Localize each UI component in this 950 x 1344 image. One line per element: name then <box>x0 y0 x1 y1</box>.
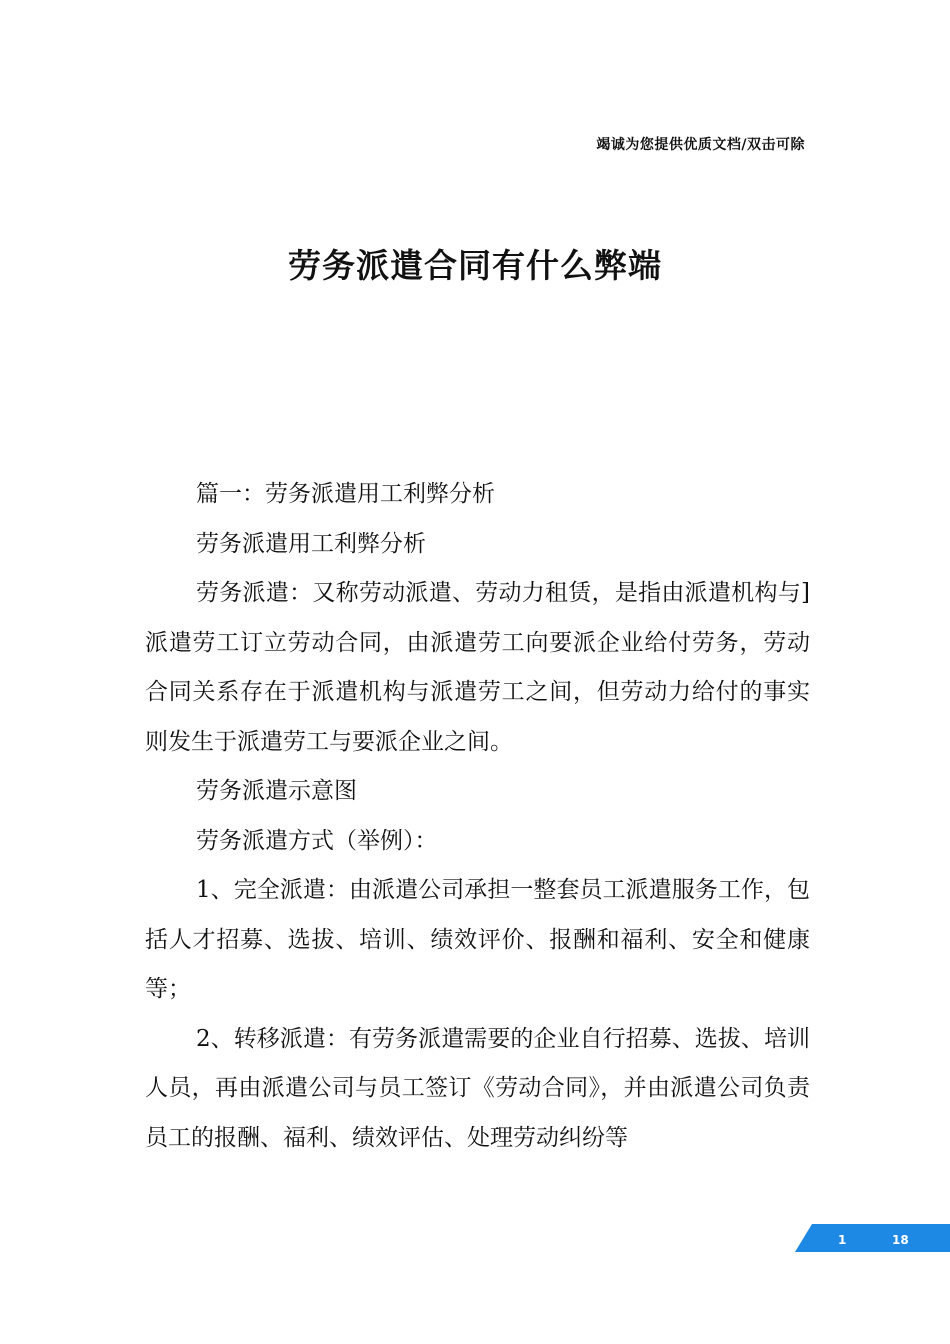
paragraph-transfer-dispatch: 2、转移派遣：有劳务派遣需要的企业自行招募、选拔、培训人员，再由派遣公司与员工签订《劳动合同》，并由派遣公司负责员工的报酬、福利、绩效评估、处理劳动纠纷等 <box>145 1025 810 1151</box>
paragraph-section-heading: 篇一：劳务派遣用工利弊分析 <box>196 481 495 507</box>
document-body <box>145 470 810 1163</box>
header-note: 竭诚为您提供优质文档/双击可除 <box>596 137 805 153</box>
document-title: 劳务派遣合同有什么弊端 <box>288 246 662 285</box>
page-footer-bar <box>795 1224 950 1252</box>
paragraph-methods-heading: 劳务派遣方式（举例）： <box>196 827 438 854</box>
page-number: 1 <box>838 1233 847 1247</box>
paragraph-full-dispatch: 1、完全派遣：由派遣公司承担一整套员工派遣服务工作，包括人才招募、选拔、培训、绩效评价、报酬和福利、安全和健康等； <box>145 877 810 1002</box>
paragraph-diagram-caption: 劳务派遣示意图 <box>196 778 357 804</box>
page-total: 18 <box>892 1233 909 1247</box>
paragraph-subheading: 劳务派遣用工利弊分析 <box>196 530 426 557</box>
paragraph-definition: 劳务派遣：又称劳动派遣、劳动力租赁，是指由派遣机构与]派遣劳工订立劳动合同，由派遣劳工向要派企业给付劳务，劳动合同关系存在于派遣机构与派遣劳工之间，但劳动力给付的事实则发生于派遣劳工与要派企业之间。 <box>145 580 810 755</box>
